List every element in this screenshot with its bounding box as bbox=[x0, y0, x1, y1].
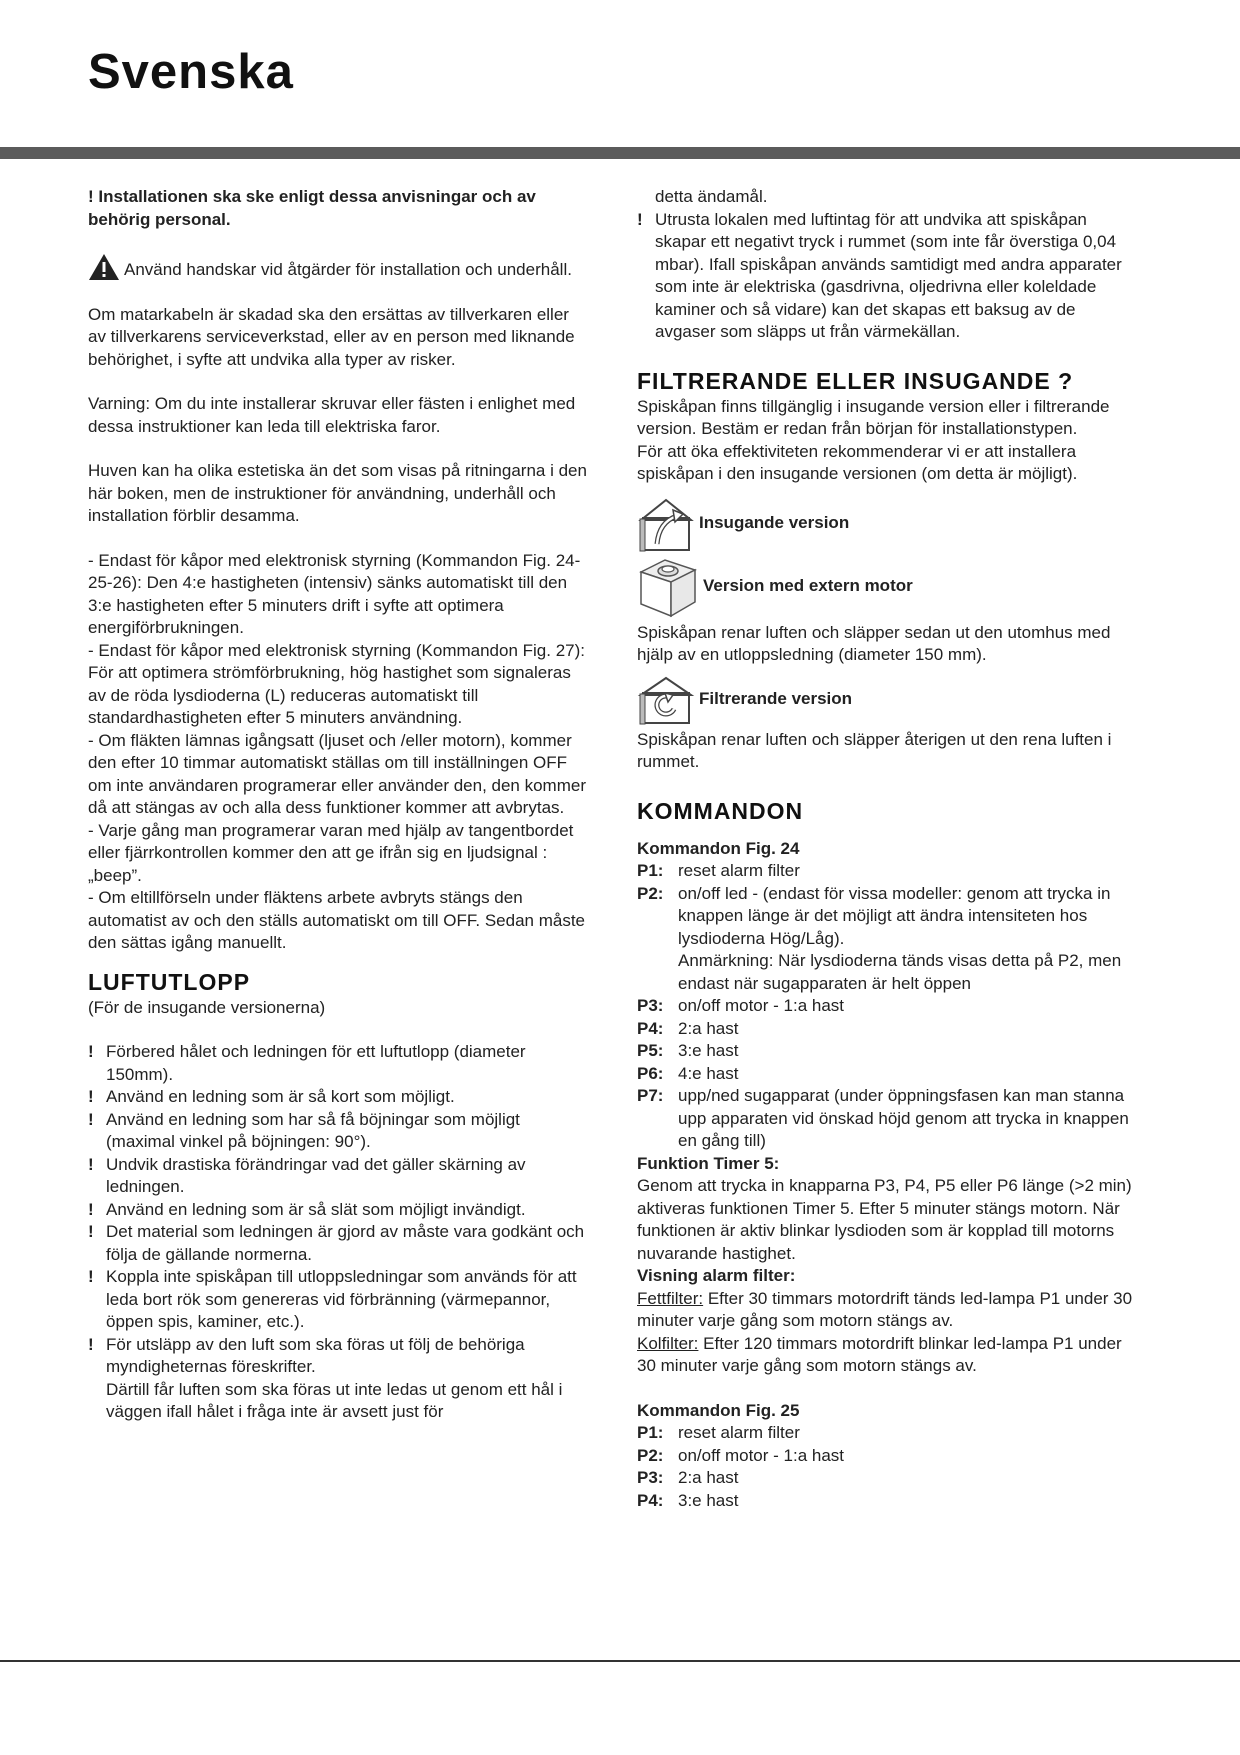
filtrerande-version-paragraph: Spiskåpan renar luften och släpper återigen ut den rena luften i rummet. bbox=[637, 729, 1112, 771]
control-row: P4: 3:e hast bbox=[637, 1490, 739, 1510]
extern-motor-row bbox=[637, 556, 1137, 618]
intro-warning: ! Installationen ska ske enligt dessa anvisningar och av behörig personal. bbox=[88, 187, 536, 229]
filtrerande-heading: FILTRERANDE ELLER INSUGANDE ? bbox=[637, 367, 1074, 394]
ducted-house-icon bbox=[637, 496, 695, 552]
bullet-item: ! Använd en ledning som är så slät som möjligt invändigt. bbox=[88, 1199, 526, 1219]
control-row: P2: on/off motor - 1:a hast bbox=[637, 1445, 844, 1465]
warning-icon bbox=[88, 253, 120, 281]
fig24-title: Kommandon Fig. 24 bbox=[637, 838, 800, 858]
luftutlopp-subtitle: (För de insugande versionerna) bbox=[88, 997, 326, 1017]
extern-motor-label: Version med extern motor bbox=[703, 576, 913, 596]
control-row: P1: reset alarm filter bbox=[637, 861, 800, 880]
timer-title: Funktion Timer 5: bbox=[637, 1153, 780, 1173]
timer-paragraph: Genom att trycka in knapparna P3, P4, P5 eller P6 länge (>2 min) aktiveras funktionen Timer 5. Efter 5 minuter stängs motorn. När funktionen är aktiv blinkar lysdioden som är kopplad till motorns nuvarande hastighet. bbox=[637, 1176, 1132, 1263]
note-item: - Om fläkten lämnas igångsatt (ljuset och /eller motorn), kommer den efter 10 timmar automatiskt ställas om till inställningen OFF om inte användaren programerar eller använder den, den kommer då att stängas av och alla dess funktioner kommer att avbrytas. bbox=[88, 730, 586, 817]
insugande-label: Insugande version bbox=[699, 513, 850, 533]
carbon-filter-note: Kolfilter: Efter 120 timmars motordrift blinkar led-lampa P1 under 30 minuter varje gång som motorn stängs av. bbox=[637, 1333, 1122, 1375]
bullet-item: ! För utsläpp av den luft som ska föras ut följ de behöriga myndigheternas föreskrifter. Därtill får luften som ska föras ut inte ledas ut genom ett hål i väggen ifall hålet i fråga inte är avsett just för bbox=[88, 1334, 563, 1421]
alarm-title: Visning alarm filter: bbox=[637, 1266, 796, 1285]
kommandon-heading: KOMMANDON bbox=[637, 797, 804, 824]
header-bar bbox=[0, 147, 1240, 159]
control-row: P2: on/off led - (endast för vissa modeller: genom att trycka in knappen länge är det möjligt att ändra intensiteten hos lysdioderna Hög/Låg). Anmärkning: När lysdioderna tänds visas detta på P2, men endast när sugapparaten är helt öppen bbox=[637, 883, 1122, 993]
continued-text: detta ändamål. bbox=[655, 187, 768, 206]
control-row: P4: 2:a hast bbox=[637, 1018, 739, 1038]
note-item: - Endast för kåpor med elektronisk styrning (Kommandon Fig. 27): För att optimera strömförbrukning, hög hastighet som signaleras av de röda lysdioderna (L) reduceras automatiskt till standardhastigheten efter 5 minuters användning. bbox=[88, 640, 585, 727]
bullet-item: ! Använd en ledning som är så kort som möjligt. bbox=[88, 1087, 455, 1106]
control-row: P6: 4:e hast bbox=[637, 1063, 739, 1083]
note-item: - Endast för kåpor med elektronisk styrning (Kommandon Fig. 24-25-26): Den 4:e hastigheten (intensiv) sänks automatiskt till den 3:e hastigheten efter 5 minuters drift i syfte att optimera energiförbrukningen. bbox=[88, 550, 581, 637]
filtrerande-label: Filtrerande version bbox=[699, 689, 853, 709]
bullet-item: ! Utrusta lokalen med luftintag för att undvika att spiskåpan skapar ett negativt tryck i rummet (som inte får överstiga 0,04 mbar). Ifall spiskåpan används samtidigt med andra apparater som inte är elektriska (gasdrivna, oljedrivna eller koleldade kaminer och så vidare) kan det skapas ett baksug av de avgaser som släpps ut från värmekällan. bbox=[637, 209, 1122, 341]
control-row: P3: on/off motor - 1:a hast bbox=[637, 996, 844, 1015]
note-item: - Varje gång man programerar varan med hjälp av tangentbordet eller fjärrkontrollen kommer den att ge ifrån sig en ljudsignal : „beep”. bbox=[88, 820, 574, 885]
bullet-item: ! Det material som ledningen är gjord av måste vara godkänt och följa de gällande normerna. bbox=[88, 1222, 585, 1264]
filtrerande-paragraph-1: Spiskåpan finns tillgänglig i insugande version eller i filtrerande version. Bestäm er redan från början för installationstypen. bbox=[637, 396, 1110, 438]
filtrerande-row bbox=[637, 675, 1137, 725]
luftutlopp-heading: LUFTUTLOPP bbox=[88, 968, 251, 995]
insugande-row bbox=[637, 496, 1137, 552]
grease-filter-note: Fettfilter: Efter 30 timmars motordrift tänds led-lampa P1 under 30 minuter varje gång som motorn stängs av. bbox=[637, 1288, 1133, 1330]
aesthetic-paragraph: Huven kan ha olika estetiska än det som visas på ritningarna i den här boken, men de instruktioner för användning, underhåll och installation förblir desamma. bbox=[88, 461, 587, 525]
control-row: P7: upp/ned sugapparat (under öppningsfasen kan man stanna upp apparaten vid önskad höjd genom att trycka in knappen en gång till) bbox=[637, 1086, 1129, 1150]
footer-line bbox=[0, 1660, 1240, 1662]
bullet-item: ! Förbered hålet och ledningen för ett luftutlopp (diameter 150mm). bbox=[88, 1042, 526, 1084]
screws-paragraph: Varning: Om du inte installerar skruvar eller fästen i enlighet med dessa instruktioner kan leda till elektriska faror. bbox=[88, 394, 576, 436]
control-row: P5: 3:e hast bbox=[637, 1041, 739, 1060]
extern-motor-paragraph: Spiskåpan renar luften och släpper sedan ut den utomhus med hjälp av en utloppsledning (diameter 150 mm). bbox=[637, 622, 1111, 664]
filtrerande-paragraph-2: För att öka effektiviteten rekommenderar vi er att installera spiskåpan i den insugande versionen (om detta är möjligt). bbox=[637, 441, 1078, 483]
right-column bbox=[637, 186, 1137, 1512]
page-title: Svenska bbox=[88, 45, 294, 99]
bullet-item: ! Undvik drastiska förändringar vad det gäller skärning av ledningen. bbox=[88, 1154, 526, 1196]
cable-paragraph: Om matarkabeln är skadad ska den ersättas av tillverkaren eller av tillverkarens serviceverkstad, eller av en person med liknande behörighet, i syfte att undvika alla typer av risker. bbox=[88, 304, 575, 369]
recirculation-house-icon bbox=[637, 675, 695, 725]
left-column bbox=[88, 186, 588, 1424]
bullet-item: ! Använd en ledning som har så få böjningar som möjligt (maximal vinkel på böjningen: 90°). bbox=[88, 1109, 520, 1151]
note-item: - Om eltillförseln under fläktens arbete avbryts stängs den automatist av och den ställs automatiskt om till OFF. Sedan måste den sättas igång manuellt. bbox=[88, 888, 585, 952]
gloves-note: Använd handskar vid åtgärder för installation och underhåll. bbox=[88, 253, 588, 282]
fig25-title: Kommandon Fig. 25 bbox=[637, 1400, 800, 1420]
external-motor-icon bbox=[637, 556, 699, 618]
control-row: P1: reset alarm filter bbox=[637, 1423, 800, 1442]
control-row: P3: 2:a hast bbox=[637, 1468, 739, 1487]
bullet-item: ! Koppla inte spiskåpan till utloppsledningar som används för att leda bort rök som genereras vid förbränning (värmepannor, öppen spis, kaminer, etc.). bbox=[88, 1267, 577, 1331]
